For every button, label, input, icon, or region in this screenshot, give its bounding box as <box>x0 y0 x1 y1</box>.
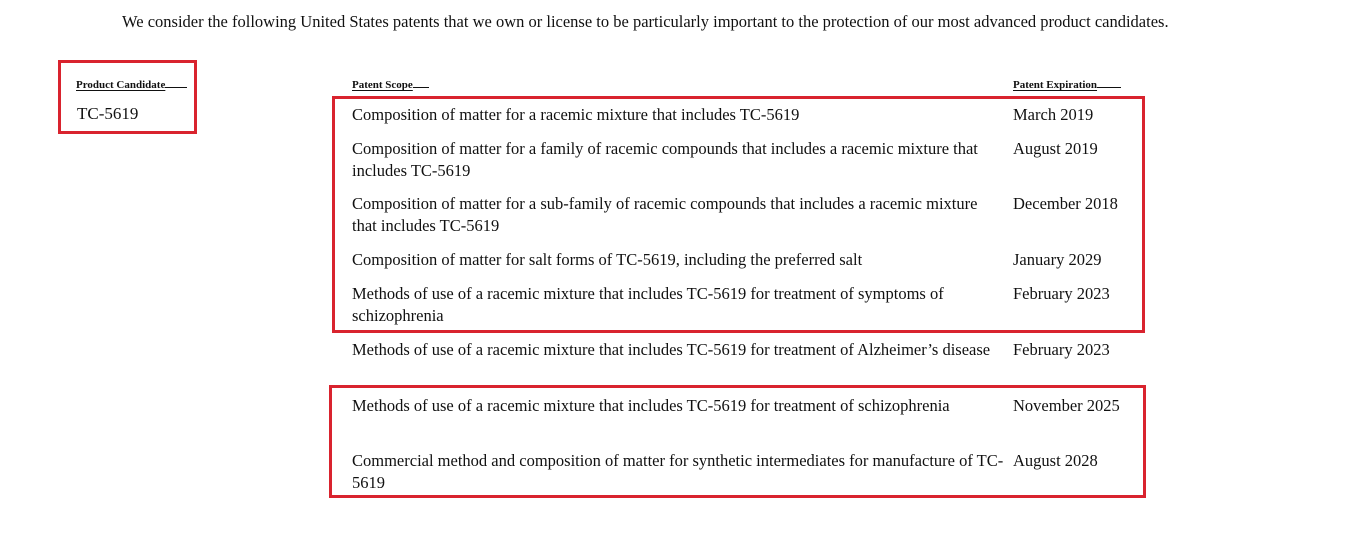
header-product-candidate-label: Product Candidate <box>76 79 166 91</box>
header-patent-expiration <box>1013 78 1121 92</box>
highlight-box-patents-group-2 <box>329 385 1146 498</box>
patent-scope: Methods of use of a racemic mixture that includes TC-5619 for treatment of Alzheimer’s disease <box>352 340 991 359</box>
header-underline <box>413 87 429 88</box>
highlight-box-patents-group-1 <box>332 96 1145 333</box>
patent-scope: Methods of use of a racemic mixture that includes TC-5619 for treatment of schizophrenia <box>352 396 950 415</box>
header-patent-expiration-label: Patent Expiration <box>1013 79 1098 91</box>
highlight-box-candidate <box>58 60 197 134</box>
header-patent-scope-label: Patent Scope <box>352 79 413 91</box>
patent-expiration: March 2019 <box>1013 105 1094 124</box>
patent-scope: Commercial method and composition of matter for synthetic intermediates for manufacture of TC-5619 <box>352 451 1004 492</box>
patent-scope: Composition of matter for a racemic mixture that includes TC-5619 <box>352 105 800 124</box>
patent-expiration: February 2023 <box>1013 340 1110 359</box>
intro-paragraph: We consider the following United States patents that we own or license to be particularly important to the protection of our most advanced product candidates. <box>122 12 1169 31</box>
patent-expiration: November 2025 <box>1013 396 1120 415</box>
patent-expiration: August 2028 <box>1013 451 1098 470</box>
patent-expiration: January 2029 <box>1013 250 1102 269</box>
header-patent-scope <box>352 78 429 92</box>
patent-scope: Composition of matter for salt forms of TC-5619, including the preferred salt <box>352 250 863 269</box>
patent-scope: Methods of use of a racemic mixture that includes TC-5619 for treatment of symptoms of schizophrenia <box>352 284 944 325</box>
patent-expiration: February 2023 <box>1013 284 1110 303</box>
patent-expiration: December 2018 <box>1013 194 1118 213</box>
patent-expiration: August 2019 <box>1013 139 1098 158</box>
header-underline <box>1097 87 1121 88</box>
product-candidate-value: TC-5619 <box>77 104 139 123</box>
patent-scope: Composition of matter for a family of racemic compounds that includes a racemic mixture that includes TC-5619 <box>352 139 978 180</box>
patent-scope: Composition of matter for a sub-family of racemic compounds that includes a racemic mixture that includes TC-5619 <box>352 194 978 235</box>
